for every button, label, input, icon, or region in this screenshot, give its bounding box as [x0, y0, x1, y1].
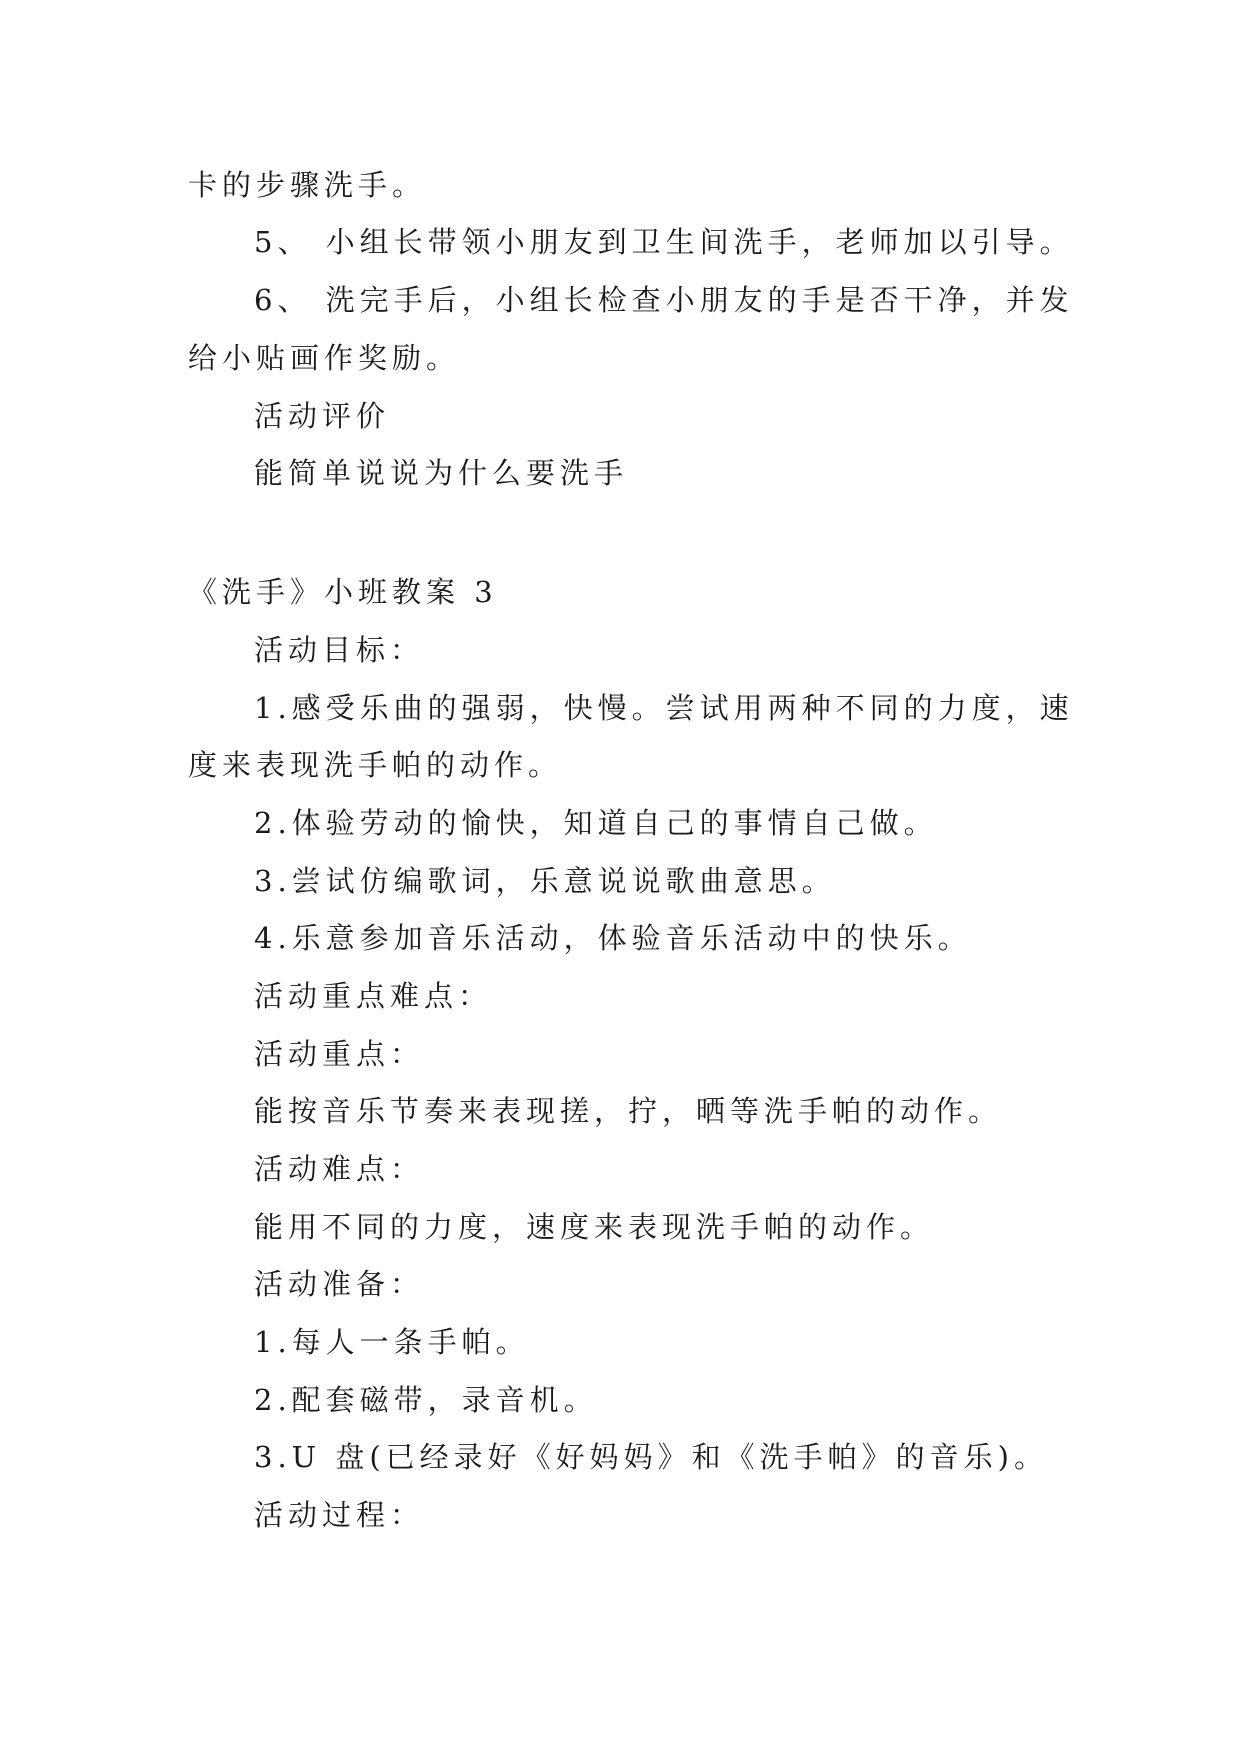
preparation-3: 3.U 盘(已经录好《好妈妈》和《洗手帕》的音乐)。: [254, 1440, 1048, 1474]
difficult-heading: 活动难点：: [254, 1152, 425, 1186]
process-heading: 活动过程：: [254, 1498, 425, 1532]
step-6-continued: 给小贴画作奖励。: [188, 341, 461, 375]
goal-2: 2.体验劳动的愉快，知道自己的事情自己做。: [254, 806, 938, 840]
evaluation-text: 能简单说说为什么要洗手: [254, 456, 629, 490]
lesson-title: 《洗手》小班教案 3: [188, 575, 498, 609]
key-text: 能按音乐节奏来表现搓，拧，晒等洗手帕的动作。: [254, 1094, 1003, 1128]
step-6: 6、 洗完手后，小组长检查小朋友的手是否干净，并发: [254, 283, 1074, 317]
preparation-heading: 活动准备：: [254, 1267, 425, 1301]
key-heading: 活动重点：: [254, 1037, 425, 1071]
keypoints-heading: 活动重点难点：: [254, 979, 493, 1013]
difficult-text: 能用不同的力度，速度来表现洗手帕的动作。: [254, 1210, 935, 1244]
preparation-1: 1.每人一条手帕。: [254, 1325, 530, 1359]
goal-3: 3.尝试仿编歌词，乐意说说歌曲意思。: [254, 864, 836, 898]
goal-1: 1.感受乐曲的强弱，快慢。尝试用两种不同的力度，速: [254, 691, 1074, 725]
evaluation-heading: 活动评价: [254, 399, 391, 433]
paragraph-line: 卡的步骤洗手。: [188, 168, 427, 202]
step-5: 5、 小组长带领小朋友到卫生间洗手，老师加以引导。: [254, 225, 1074, 259]
preparation-2: 2.配套磁带，录音机。: [254, 1383, 598, 1417]
goal-4: 4.乐意参加音乐活动，体验音乐活动中的快乐。: [254, 921, 972, 955]
goal-1-continued: 度来表现洗手帕的动作。: [188, 748, 563, 782]
goals-heading: 活动目标：: [254, 633, 425, 667]
